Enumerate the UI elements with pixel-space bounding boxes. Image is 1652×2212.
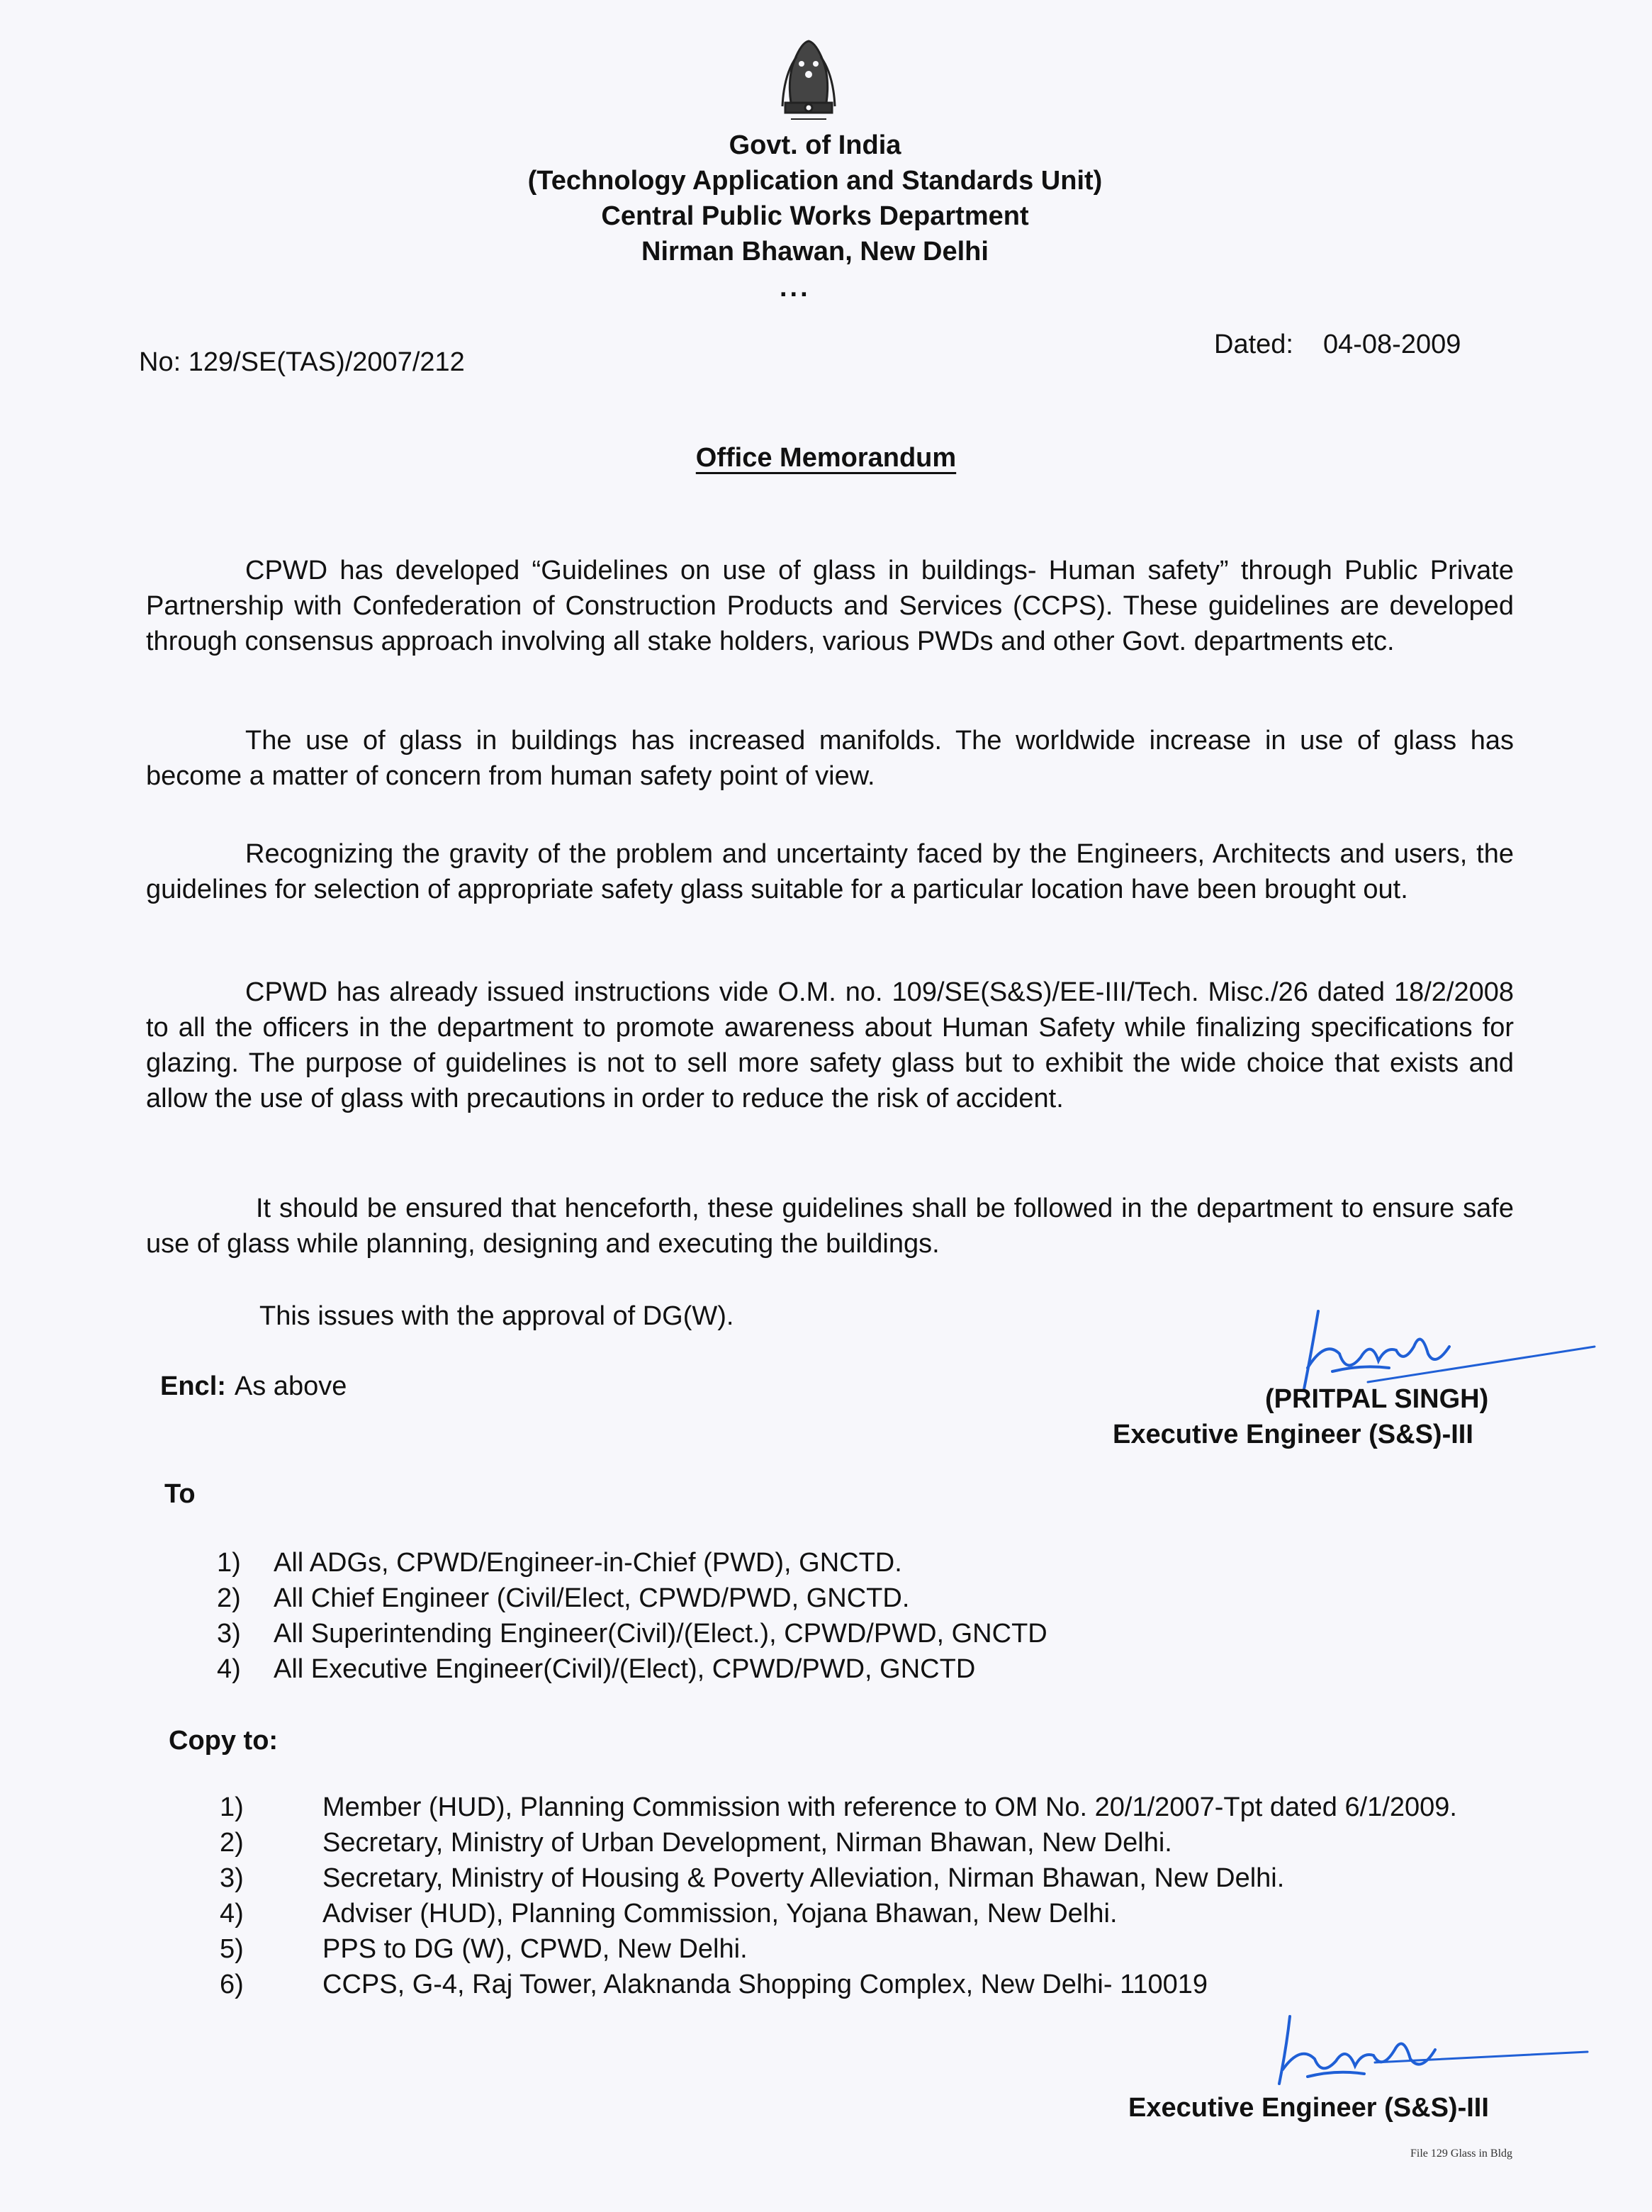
paragraph-4: CPWD has already issued instructions vide O.M. no. 109/SE(S&S)/EE-III/Tech. Misc./26 dated 18/2/2008 to all the officers in the department to promote awareness about Human Safety while finalizing specifications for glazing. The purpose of guidelines is not to sell more safety glass but to exhibit the wide choice that exists and allow the use of glass with precautions in order to reduce the risk of accident. [146, 977, 1514, 1113]
list-text: Secretary, Ministry of Urban Development, Nirman Bhawan, New Delhi. [322, 1828, 1172, 1858]
paragraph-2: The use of glass in buildings has increased manifolds. The worldwide increase in use of glass has become a matter of concern from human safety point of view. [146, 726, 1514, 791]
list-text: All Executive Engineer(Civil)/(Elect), CPWD/PWD, GNCTD [274, 1654, 976, 1684]
paragraph-5: It should be ensured that henceforth, these guidelines shall be followed in the department to ensure safe use of glass while planning, designing and executing the buildings. [146, 1194, 1514, 1259]
list-text: All Superintending Engineer(Civil)/(Elect.), CPWD/PWD, GNCTD [274, 1619, 1047, 1649]
national-emblem-icon [770, 35, 848, 128]
list-item [167, 1581, 1372, 1616]
header-address: Nirman Bhawan, New Delhi [641, 237, 989, 266]
list-number: 2) [217, 1583, 241, 1613]
enclosure-label: Encl: [160, 1371, 226, 1401]
list-text: PPS to DG (W), CPWD, New Delhi. [322, 1934, 748, 1964]
copy-to-heading: Copy to: [169, 1726, 279, 1756]
list-number: 1) [217, 1548, 241, 1578]
list-text: All Chief Engineer (Civil/Elect, CPWD/PWD, GNCTD. [274, 1583, 910, 1613]
list-text: CCPS, G-4, Raj Tower, Alaknanda Shopping Complex, New Delhi- 110019 [322, 1970, 1208, 1999]
list-item [170, 1896, 1517, 1931]
to-heading: To [164, 1479, 196, 1509]
paragraph-6: This issues with the approval of DG(W). [259, 1301, 734, 1331]
paragraph-1: CPWD has developed “Guidelines on use of glass in buildings- Human safety” through Public Private Partnership with Confederation of Construction Products and Services (CCPS). These guidelines are developed through consensus approach involving all stake holders, various PWDs and other Govt. departments etc. [146, 556, 1514, 656]
file-reference-note: File 129 Glass in Bldg [1410, 2148, 1513, 2160]
list-number: 4) [220, 1899, 244, 1929]
to-list [167, 1545, 1372, 1687]
handwritten-signature-icon [1269, 2006, 1595, 2091]
reference-number: No: 129/SE(TAS)/2007/212 [139, 347, 465, 377]
header-govt-of-india: Govt. of India [729, 130, 901, 160]
list-text: Member (HUD), Planning Commission with reference to OM No. 20/1/2007-Tpt dated 6/1/2009. [322, 1792, 1457, 1822]
list-number: 5) [220, 1934, 244, 1964]
list-item [170, 1931, 1517, 1967]
handwritten-signature-icon [1290, 1297, 1602, 1396]
closing-designation: Executive Engineer (S&S)-III [1128, 2093, 1489, 2123]
list-item [170, 1825, 1517, 1860]
header-department: Central Public Works Department [601, 201, 1029, 231]
header-unit-name: (Technology Application and Standards Unit) [527, 166, 1103, 196]
list-text: Adviser (HUD), Planning Commission, Yojana Bhawan, New Delhi. [322, 1899, 1118, 1929]
list-text: All ADGs, CPWD/Engineer-in-Chief (PWD), GNCTD. [274, 1548, 902, 1578]
list-number: 6) [220, 1970, 244, 1999]
list-number: 1) [220, 1792, 244, 1822]
list-item [167, 1616, 1372, 1651]
enclosure-value: As above [234, 1371, 347, 1401]
list-number: 3) [217, 1619, 241, 1649]
document-title [0, 443, 1652, 473]
list-number: 4) [217, 1654, 241, 1684]
copy-to-list [170, 1790, 1517, 2002]
paragraph-3: Recognizing the gravity of the problem and uncertainty faced by the Engineers, Architects and users, the guidelines for selection of appropriate safety glass suitable for a particular location have been brought out. [146, 839, 1514, 904]
signatory-designation: Executive Engineer (S&S)-III [1113, 1420, 1473, 1449]
dated-value: 04-08-2009 [1322, 330, 1461, 359]
list-item [170, 1790, 1517, 1825]
list-item [170, 1967, 1517, 2002]
list-text: Secretary, Ministry of Housing & Poverty Alleviation, Nirman Bhawan, New Delhi. [322, 1863, 1285, 1893]
list-number: 2) [220, 1828, 244, 1858]
signatory-name: (PRITPAL SINGH) [1265, 1384, 1489, 1414]
enclosure-line [160, 1371, 347, 1402]
list-number: 3) [220, 1863, 244, 1893]
dated-label: Dated: [1214, 330, 1293, 359]
header-separator: ... [780, 273, 811, 303]
list-item [170, 1860, 1517, 1896]
list-item [167, 1545, 1372, 1581]
list-item [167, 1651, 1372, 1687]
date-line [1214, 330, 1461, 360]
title-text: Office Memorandum [695, 443, 957, 473]
